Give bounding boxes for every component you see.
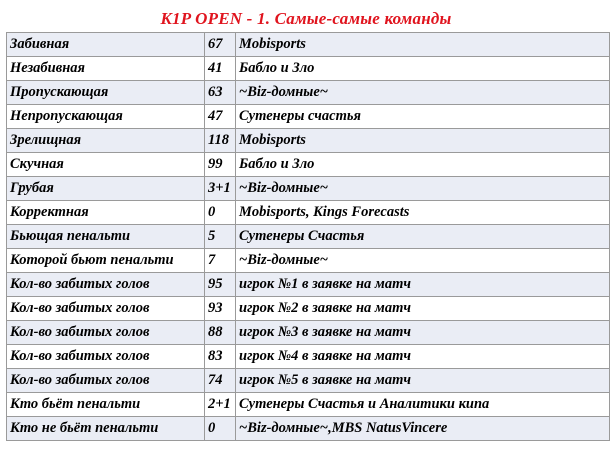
team-cell: игрок №4 в заявке на матч: [236, 345, 610, 369]
value-cell: 99: [205, 153, 236, 177]
team-cell: Сутенеры Счастья: [236, 225, 610, 249]
table-row: [7, 249, 610, 273]
value-cell: 41: [205, 57, 236, 81]
value-cell: 83: [205, 345, 236, 369]
team-cell: Mobisports: [236, 33, 610, 57]
team-cell: ~Biz-домные~: [236, 177, 610, 201]
table-row: [7, 57, 610, 81]
table-row: [7, 225, 610, 249]
team-cell: Сутенеры Счастья и Аналитики кипа: [236, 393, 610, 417]
table-row: [7, 153, 610, 177]
category-cell: Корректная: [7, 201, 205, 225]
value-cell: 2+1: [205, 393, 236, 417]
value-cell: 3+1: [205, 177, 236, 201]
table-row: [7, 417, 610, 441]
table-row: [7, 273, 610, 297]
table-row: [7, 129, 610, 153]
table-row: [7, 393, 610, 417]
value-cell: 0: [205, 201, 236, 225]
awards-table-body: [7, 33, 610, 441]
value-cell: 74: [205, 369, 236, 393]
team-cell: ~Biz-домные~,MBS NatusVincere: [236, 417, 610, 441]
table-row: [7, 33, 610, 57]
team-cell: игрок №3 в заявке на матч: [236, 321, 610, 345]
category-cell: Грубая: [7, 177, 205, 201]
value-cell: 5: [205, 225, 236, 249]
team-cell: ~Biz-домные~: [236, 81, 610, 105]
value-cell: 67: [205, 33, 236, 57]
value-cell: 95: [205, 273, 236, 297]
category-cell: Кол-во забитых голов: [7, 321, 205, 345]
value-cell: 0: [205, 417, 236, 441]
team-cell: Бабло и Зло: [236, 153, 610, 177]
category-cell: Кол-во забитых голов: [7, 273, 205, 297]
category-cell: Кол-во забитых голов: [7, 369, 205, 393]
category-cell: Кто бьёт пенальти: [7, 393, 205, 417]
value-cell: 47: [205, 105, 236, 129]
category-cell: Незабивная: [7, 57, 205, 81]
category-cell: Зрелищная: [7, 129, 205, 153]
team-cell: Сутенеры счастья: [236, 105, 610, 129]
category-cell: Непропускающая: [7, 105, 205, 129]
category-cell: Кол-во забитых голов: [7, 297, 205, 321]
value-cell: 93: [205, 297, 236, 321]
value-cell: 88: [205, 321, 236, 345]
table-row: [7, 345, 610, 369]
table-row: [7, 201, 610, 225]
table-row: [7, 321, 610, 345]
awards-table: [6, 32, 610, 441]
category-cell: Забивная: [7, 33, 205, 57]
team-cell: игрок №2 в заявке на матч: [236, 297, 610, 321]
table-row: [7, 177, 610, 201]
table-row: [7, 369, 610, 393]
table-row: [7, 105, 610, 129]
team-cell: Бабло и Зло: [236, 57, 610, 81]
table-row: [7, 297, 610, 321]
category-cell: Которой бьют пенальти: [7, 249, 205, 273]
page-title: K1P OPEN - 1. Самые-самые команды: [160, 9, 452, 28]
category-cell: Пропускающая: [7, 81, 205, 105]
table-row: [7, 81, 610, 105]
team-cell: игрок №1 в заявке на матч: [236, 273, 610, 297]
team-cell: игрок №5 в заявке на матч: [236, 369, 610, 393]
team-cell: Mobisports: [236, 129, 610, 153]
category-cell: Кто не бьёт пенальти: [7, 417, 205, 441]
value-cell: 7: [205, 249, 236, 273]
category-cell: Кол-во забитых голов: [7, 345, 205, 369]
value-cell: 63: [205, 81, 236, 105]
team-cell: ~Biz-домные~: [236, 249, 610, 273]
team-cell: Mobisports, Kings Forecasts: [236, 201, 610, 225]
category-cell: Бьющая пенальти: [7, 225, 205, 249]
value-cell: 118: [205, 129, 236, 153]
category-cell: Скучная: [7, 153, 205, 177]
